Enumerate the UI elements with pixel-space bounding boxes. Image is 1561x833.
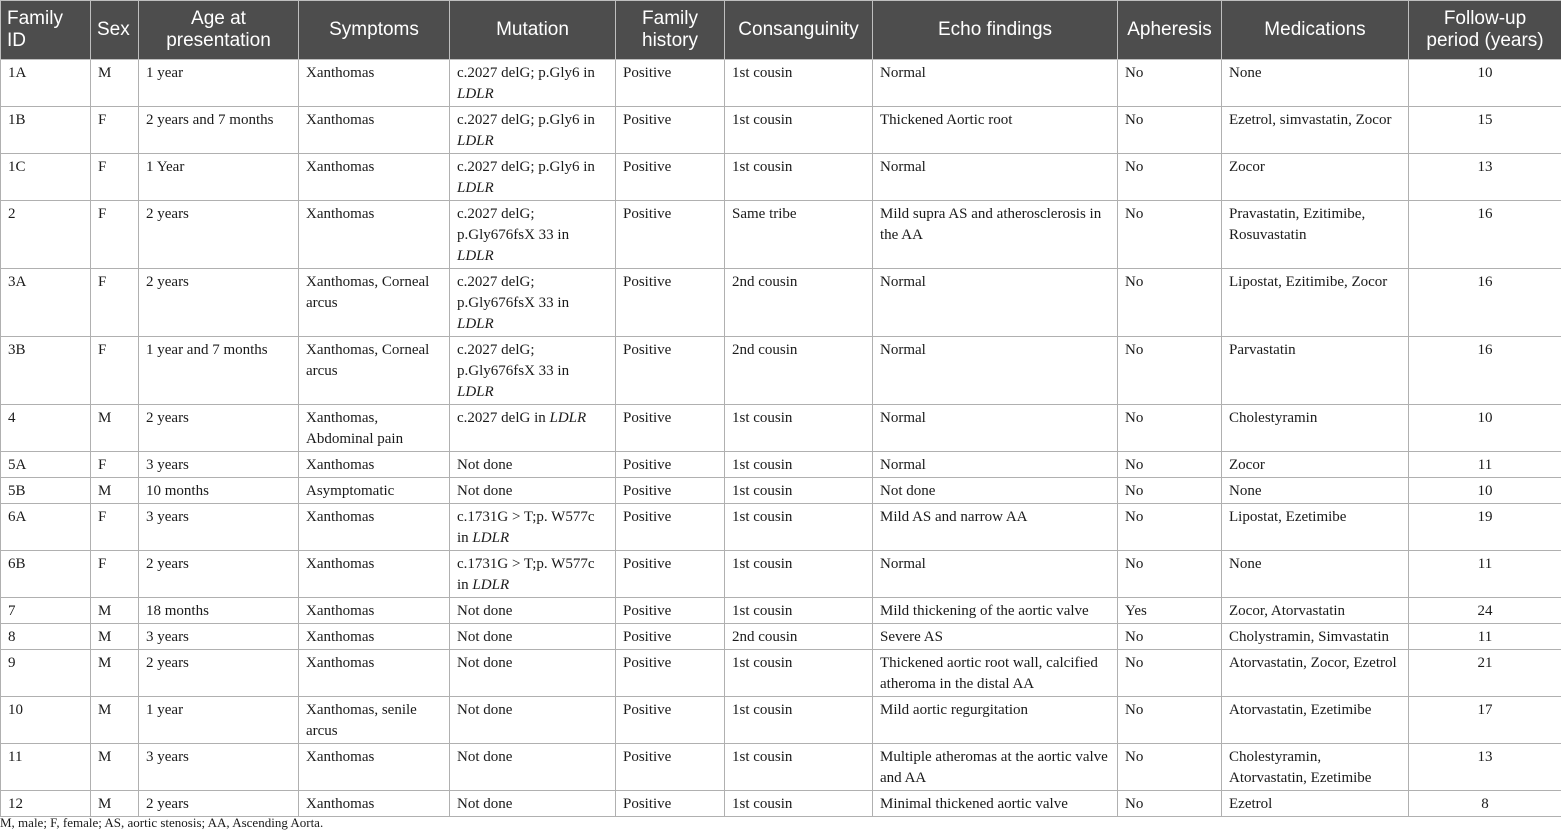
cell-consanguinity: 1st cousin: [725, 452, 873, 478]
cell-mutation: [450, 791, 616, 817]
cell-sex: M: [91, 697, 139, 744]
mutation-text: c.2027 delG; p.Gly676fsX 33 in: [457, 206, 570, 243]
cell-mutation: [450, 269, 616, 337]
cell-apheresis: No: [1118, 405, 1222, 452]
cell-medications: Lipostat, Ezetimibe: [1222, 504, 1409, 551]
cell-family-id: 1B: [1, 107, 91, 154]
cell-mutation: [450, 154, 616, 201]
cell-sex: F: [91, 504, 139, 551]
cell-sex: M: [91, 744, 139, 791]
cell-family-id: 7: [1, 598, 91, 624]
cell-consanguinity: 1st cousin: [725, 478, 873, 504]
cell-age: 2 years and 7 months: [139, 107, 299, 154]
table-row: [1, 598, 1561, 624]
header-medications: Medications: [1222, 1, 1409, 60]
cell-family-history: Positive: [616, 504, 725, 551]
cell-follow-up: 10: [1409, 405, 1561, 452]
cell-symptoms: Xanthomas: [299, 452, 450, 478]
cell-family-id: 5B: [1, 478, 91, 504]
cell-age: 2 years: [139, 201, 299, 269]
cell-follow-up: 11: [1409, 624, 1561, 650]
cell-age: 1 year and 7 months: [139, 337, 299, 405]
header-symptoms: Symptoms: [299, 1, 450, 60]
cell-echo-findings: Normal: [873, 452, 1118, 478]
header-family-history: Family history: [616, 1, 725, 60]
mutation-text: Not done: [457, 483, 513, 499]
cell-medications: None: [1222, 551, 1409, 598]
cell-apheresis: No: [1118, 337, 1222, 405]
cell-family-id: 1A: [1, 60, 91, 107]
table-row: [1, 154, 1561, 201]
header-family-id: Family ID: [1, 1, 91, 60]
cell-mutation: [450, 452, 616, 478]
table-row: [1, 337, 1561, 405]
cell-family-id: 5A: [1, 452, 91, 478]
table-row: [1, 269, 1561, 337]
cell-family-history: Positive: [616, 551, 725, 598]
mutation-text: c.1731G > T;p. W577c in: [457, 556, 595, 593]
cell-follow-up: 8: [1409, 791, 1561, 817]
cell-sex: F: [91, 154, 139, 201]
mutation-text: Not done: [457, 629, 513, 645]
mutation-text: c.2027 delG; p.Gly676fsX 33 in: [457, 274, 570, 311]
cell-age: 2 years: [139, 551, 299, 598]
cell-echo-findings: Thickened aortic root wall, calcified atheroma in the distal AA: [873, 650, 1118, 697]
table-row: [1, 624, 1561, 650]
cell-follow-up: 15: [1409, 107, 1561, 154]
cell-symptoms: Xanthomas: [299, 551, 450, 598]
cell-echo-findings: Normal: [873, 154, 1118, 201]
cell-apheresis: No: [1118, 60, 1222, 107]
cell-family-id: 10: [1, 697, 91, 744]
cell-family-id: 11: [1, 744, 91, 791]
cell-symptoms: Xanthomas: [299, 624, 450, 650]
table-row: [1, 744, 1561, 791]
mutation-text: Not done: [457, 702, 513, 718]
cell-follow-up: 10: [1409, 60, 1561, 107]
cell-sex: F: [91, 551, 139, 598]
cell-mutation: [450, 551, 616, 598]
cell-sex: M: [91, 60, 139, 107]
gene-name: LDLR: [472, 530, 510, 546]
cell-age: 2 years: [139, 650, 299, 697]
cell-symptoms: Xanthomas, Abdominal pain: [299, 405, 450, 452]
cell-sex: M: [91, 478, 139, 504]
cell-echo-findings: Mild thickening of the aortic valve: [873, 598, 1118, 624]
cell-follow-up: 13: [1409, 154, 1561, 201]
cell-family-id: 8: [1, 624, 91, 650]
cell-apheresis: No: [1118, 504, 1222, 551]
table-row: [1, 405, 1561, 452]
table-row: [1, 650, 1561, 697]
cell-family-id: 3A: [1, 269, 91, 337]
cell-echo-findings: Not done: [873, 478, 1118, 504]
cell-apheresis: No: [1118, 551, 1222, 598]
gene-name: LDLR: [457, 180, 494, 196]
cell-symptoms: Xanthomas, Corneal arcus: [299, 269, 450, 337]
cell-age: 2 years: [139, 269, 299, 337]
table-row: [1, 452, 1561, 478]
gene-name: LDLR: [457, 86, 494, 102]
cell-follow-up: 24: [1409, 598, 1561, 624]
cell-family-history: Positive: [616, 269, 725, 337]
cell-echo-findings: Normal: [873, 405, 1118, 452]
table-row: [1, 107, 1561, 154]
table-row: [1, 201, 1561, 269]
cell-echo-findings: Mild supra AS and atherosclerosis in the AA: [873, 201, 1118, 269]
cell-medications: Lipostat, Ezitimibe, Zocor: [1222, 269, 1409, 337]
header-consanguinity: Consanguinity: [725, 1, 873, 60]
gene-name: LDLR: [457, 316, 494, 332]
cell-echo-findings: Mild aortic regurgitation: [873, 697, 1118, 744]
cell-sex: M: [91, 791, 139, 817]
cell-symptoms: Xanthomas: [299, 650, 450, 697]
cell-consanguinity: 1st cousin: [725, 504, 873, 551]
cell-family-history: Positive: [616, 452, 725, 478]
cell-family-history: Positive: [616, 405, 725, 452]
mutation-text: c.2027 delG; p.Gly6 in: [457, 112, 595, 128]
cell-age: 1 year: [139, 60, 299, 107]
cell-apheresis: No: [1118, 478, 1222, 504]
cell-consanguinity: Same tribe: [725, 201, 873, 269]
table-row: [1, 478, 1561, 504]
cell-sex: M: [91, 650, 139, 697]
cell-follow-up: 11: [1409, 551, 1561, 598]
cell-family-id: 3B: [1, 337, 91, 405]
cell-apheresis: No: [1118, 650, 1222, 697]
gene-name: LDLR: [457, 384, 494, 400]
cell-age: 1 Year: [139, 154, 299, 201]
cell-consanguinity: 2nd cousin: [725, 624, 873, 650]
cell-medications: Cholestyramin, Atorvastatin, Ezetimibe: [1222, 744, 1409, 791]
cell-consanguinity: 1st cousin: [725, 107, 873, 154]
cell-family-id: 1C: [1, 154, 91, 201]
cell-symptoms: Xanthomas: [299, 598, 450, 624]
cell-apheresis: No: [1118, 269, 1222, 337]
gene-name: LDLR: [549, 410, 587, 426]
cell-mutation: [450, 697, 616, 744]
mutation-text: c.1731G > T;p. W577c in: [457, 509, 595, 546]
cell-apheresis: No: [1118, 624, 1222, 650]
cell-family-history: Positive: [616, 337, 725, 405]
cell-echo-findings: Normal: [873, 337, 1118, 405]
cell-symptoms: Xanthomas: [299, 154, 450, 201]
cell-sex: M: [91, 598, 139, 624]
cell-medications: Pravastatin, Ezitimibe, Rosuvastatin: [1222, 201, 1409, 269]
cell-family-history: Positive: [616, 598, 725, 624]
cell-symptoms: Xanthomas: [299, 744, 450, 791]
table-header-row: [1, 1, 1561, 60]
cell-mutation: [450, 337, 616, 405]
cell-mutation: [450, 504, 616, 551]
cell-follow-up: 16: [1409, 201, 1561, 269]
mutation-text: c.2027 delG; p.Gly6 in: [457, 65, 595, 81]
cell-symptoms: Xanthomas: [299, 201, 450, 269]
cell-mutation: [450, 624, 616, 650]
cell-echo-findings: Severe AS: [873, 624, 1118, 650]
cell-consanguinity: 1st cousin: [725, 650, 873, 697]
header-sex: Sex: [91, 1, 139, 60]
cell-family-id: 2: [1, 201, 91, 269]
cell-medications: Parvastatin: [1222, 337, 1409, 405]
cell-consanguinity: 2nd cousin: [725, 337, 873, 405]
cell-sex: F: [91, 452, 139, 478]
mutation-text: Not done: [457, 457, 513, 473]
cell-medications: Ezetrol, simvastatin, Zocor: [1222, 107, 1409, 154]
cell-symptoms: Xanthomas, senile arcus: [299, 697, 450, 744]
cell-sex: F: [91, 269, 139, 337]
cell-apheresis: No: [1118, 791, 1222, 817]
cell-family-history: Positive: [616, 744, 725, 791]
cell-medications: Cholestyramin: [1222, 405, 1409, 452]
mutation-text: Not done: [457, 655, 513, 671]
cell-follow-up: 19: [1409, 504, 1561, 551]
cell-echo-findings: Normal: [873, 551, 1118, 598]
cell-consanguinity: 1st cousin: [725, 791, 873, 817]
header-mutation: Mutation: [450, 1, 616, 60]
cell-mutation: [450, 744, 616, 791]
gene-name: LDLR: [457, 248, 494, 264]
cell-age: 1 year: [139, 697, 299, 744]
cell-sex: M: [91, 624, 139, 650]
cell-family-history: Positive: [616, 107, 725, 154]
cell-medications: Zocor, Atorvastatin: [1222, 598, 1409, 624]
cell-echo-findings: Normal: [873, 269, 1118, 337]
cell-symptoms: Asymptomatic: [299, 478, 450, 504]
cell-medications: Ezetrol: [1222, 791, 1409, 817]
cell-follow-up: 21: [1409, 650, 1561, 697]
mutation-text: c.2027 delG in: [457, 410, 546, 426]
cell-age: 2 years: [139, 791, 299, 817]
cell-sex: F: [91, 337, 139, 405]
cell-consanguinity: 1st cousin: [725, 154, 873, 201]
cell-mutation: [450, 478, 616, 504]
cell-symptoms: Xanthomas: [299, 107, 450, 154]
cell-family-id: 6B: [1, 551, 91, 598]
cell-medications: Zocor: [1222, 452, 1409, 478]
cell-medications: Cholystramin, Simvastatin: [1222, 624, 1409, 650]
gene-name: LDLR: [472, 577, 510, 593]
cell-mutation: [450, 405, 616, 452]
cell-consanguinity: 1st cousin: [725, 697, 873, 744]
cell-age: 2 years: [139, 405, 299, 452]
cell-apheresis: No: [1118, 452, 1222, 478]
cell-follow-up: 10: [1409, 478, 1561, 504]
cell-apheresis: No: [1118, 201, 1222, 269]
cell-apheresis: No: [1118, 697, 1222, 744]
cell-sex: F: [91, 201, 139, 269]
cell-follow-up: 16: [1409, 269, 1561, 337]
cell-consanguinity: 2nd cousin: [725, 269, 873, 337]
cell-echo-findings: Normal: [873, 60, 1118, 107]
cell-consanguinity: 1st cousin: [725, 405, 873, 452]
cell-consanguinity: 1st cousin: [725, 60, 873, 107]
cell-mutation: [450, 107, 616, 154]
cell-consanguinity: 1st cousin: [725, 598, 873, 624]
table-row: [1, 791, 1561, 817]
mutation-text: Not done: [457, 749, 513, 765]
cell-apheresis: No: [1118, 744, 1222, 791]
cell-echo-findings: Multiple atheromas at the aortic valve and AA: [873, 744, 1118, 791]
header-follow-up: Follow-up period (years): [1409, 1, 1561, 60]
cell-sex: F: [91, 107, 139, 154]
table-footnote: M, male; F, female; AS, aortic stenosis; AA, Ascending Aorta.: [0, 815, 324, 830]
cell-follow-up: 11: [1409, 452, 1561, 478]
cell-family-history: Positive: [616, 624, 725, 650]
cell-medications: Atorvastatin, Zocor, Ezetrol: [1222, 650, 1409, 697]
table-body: [1, 60, 1561, 817]
mutation-text: c.2027 delG; p.Gly676fsX 33 in: [457, 342, 570, 379]
cell-family-history: Positive: [616, 154, 725, 201]
cell-family-id: 4: [1, 405, 91, 452]
cell-family-history: Positive: [616, 650, 725, 697]
mutation-text: Not done: [457, 796, 513, 812]
cell-medications: Atorvastatin, Ezetimibe: [1222, 697, 1409, 744]
cell-family-history: Positive: [616, 478, 725, 504]
cell-symptoms: Xanthomas, Corneal arcus: [299, 337, 450, 405]
cell-family-id: 12: [1, 791, 91, 817]
header-echo-findings: Echo findings: [873, 1, 1118, 60]
cell-consanguinity: 1st cousin: [725, 744, 873, 791]
cell-family-history: Positive: [616, 201, 725, 269]
cell-symptoms: Xanthomas: [299, 60, 450, 107]
cell-sex: M: [91, 405, 139, 452]
cell-age: 10 months: [139, 478, 299, 504]
cell-mutation: [450, 60, 616, 107]
mutation-text: Not done: [457, 603, 513, 619]
cell-age: 18 months: [139, 598, 299, 624]
table-row: [1, 551, 1561, 598]
cell-age: 3 years: [139, 744, 299, 791]
cell-age: 3 years: [139, 452, 299, 478]
cell-medications: None: [1222, 478, 1409, 504]
cell-apheresis: No: [1118, 107, 1222, 154]
cell-follow-up: 17: [1409, 697, 1561, 744]
cell-family-history: Positive: [616, 60, 725, 107]
cell-symptoms: Xanthomas: [299, 504, 450, 551]
cell-family-history: Positive: [616, 791, 725, 817]
cell-echo-findings: Minimal thickened aortic valve: [873, 791, 1118, 817]
table-row: [1, 504, 1561, 551]
cell-consanguinity: 1st cousin: [725, 551, 873, 598]
cell-mutation: [450, 201, 616, 269]
header-apheresis: Apheresis: [1118, 1, 1222, 60]
cell-family-history: Positive: [616, 697, 725, 744]
cell-family-id: 9: [1, 650, 91, 697]
cell-follow-up: 13: [1409, 744, 1561, 791]
cell-echo-findings: Mild AS and narrow AA: [873, 504, 1118, 551]
cell-medications: Zocor: [1222, 154, 1409, 201]
header-age: Age at presentation: [139, 1, 299, 60]
cell-family-id: 6A: [1, 504, 91, 551]
cell-apheresis: No: [1118, 154, 1222, 201]
cell-symptoms: Xanthomas: [299, 791, 450, 817]
cell-age: 3 years: [139, 504, 299, 551]
gene-name: LDLR: [457, 133, 494, 149]
mutation-text: c.2027 delG; p.Gly6 in: [457, 159, 595, 175]
table-row: [1, 60, 1561, 107]
cell-mutation: [450, 650, 616, 697]
cell-age: 3 years: [139, 624, 299, 650]
cell-follow-up: 16: [1409, 337, 1561, 405]
cell-mutation: [450, 598, 616, 624]
cell-echo-findings: Thickened Aortic root: [873, 107, 1118, 154]
cell-apheresis: Yes: [1118, 598, 1222, 624]
cell-medications: None: [1222, 60, 1409, 107]
table-row: [1, 697, 1561, 744]
